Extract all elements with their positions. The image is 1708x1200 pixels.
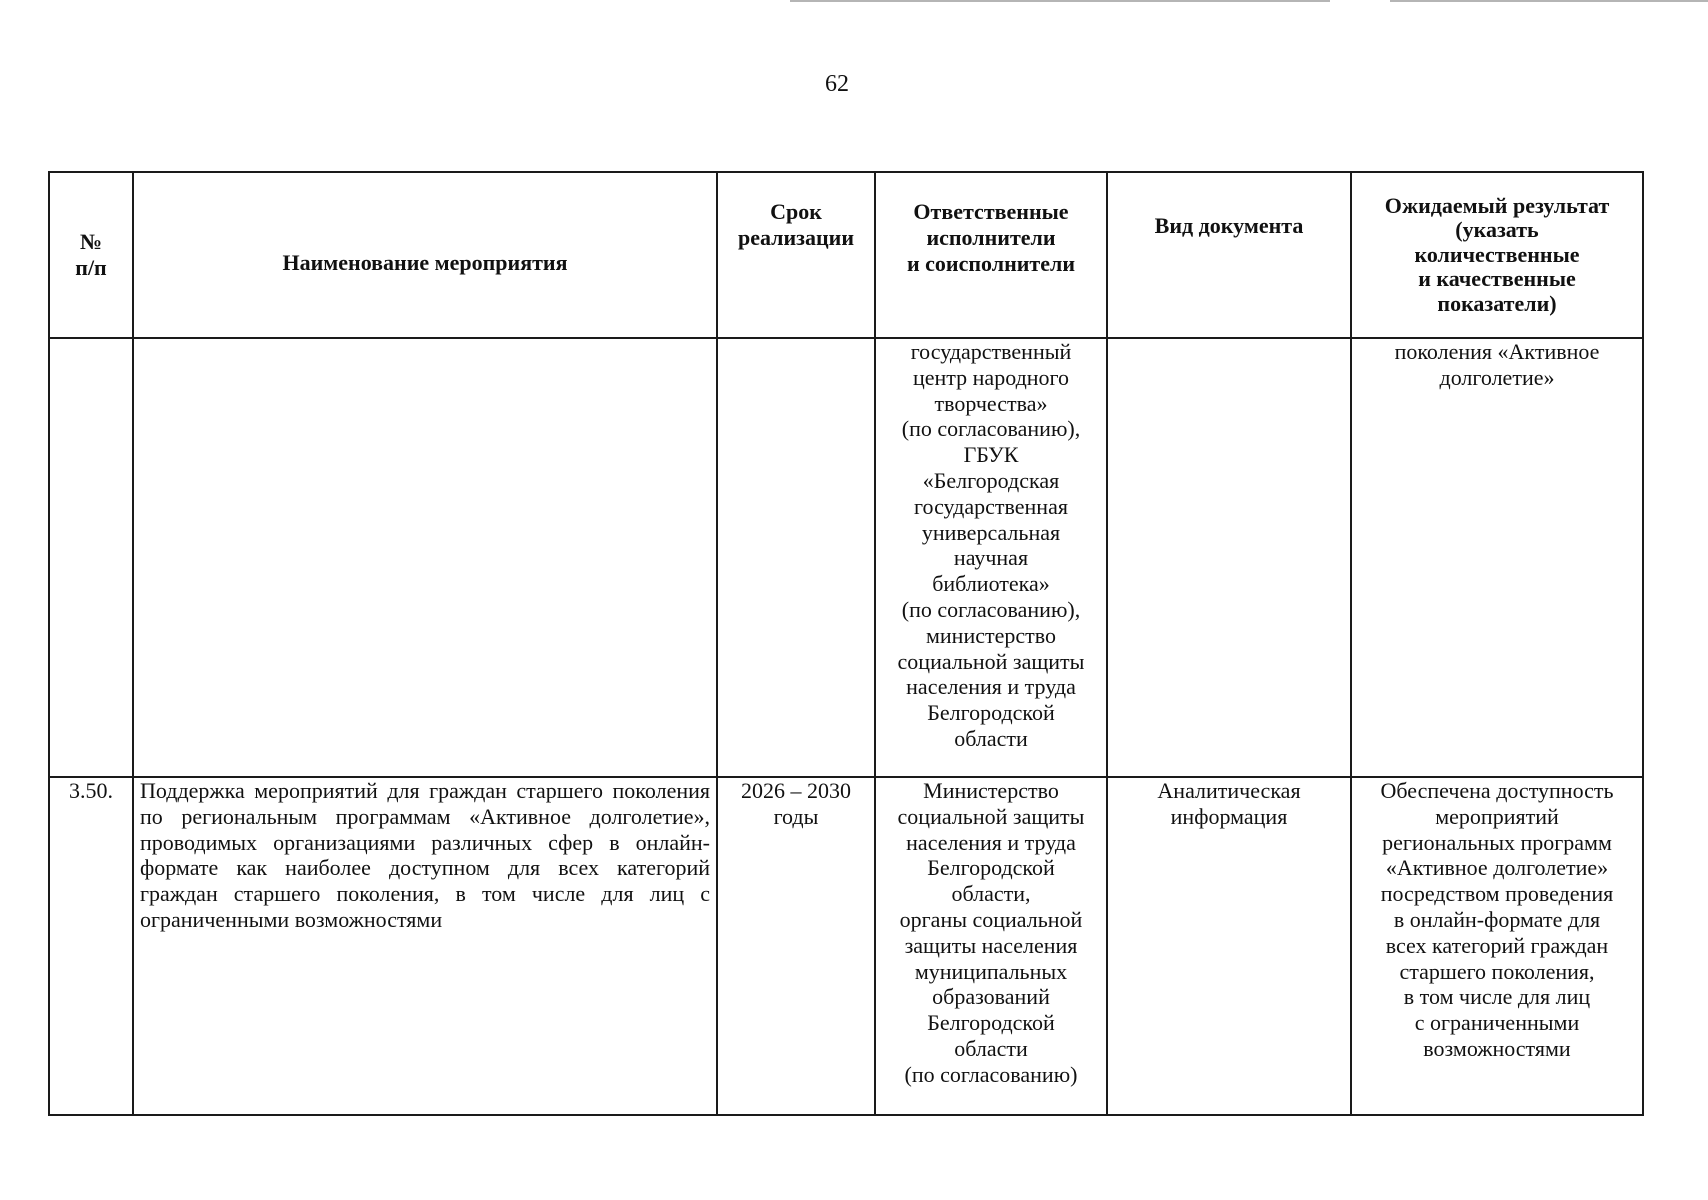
cell-number: [49, 338, 133, 777]
header-document-type: Вид документа: [1107, 172, 1351, 338]
cell-measure-name: Поддержка мероприятий для граждан старшего поколения по региональным программам «Активное долголетие», проводимых организациями различных сфер в онлайн-формате как наиболее доступном для всех категорий граждан старшего поколения, в том числе для лиц с ограниченными возможностями: [133, 777, 717, 1115]
cell-document-type: [1107, 338, 1351, 777]
scan-artifact-line: [1390, 0, 1708, 2]
cell-term: [717, 338, 875, 777]
table-row: [49, 777, 1643, 1115]
table-header-row: [49, 172, 1643, 338]
cell-term: 2026 – 2030 годы: [717, 777, 875, 1115]
cell-measure-name: [133, 338, 717, 777]
measures-table: [48, 171, 1644, 1116]
header-expected-result: Ожидаемый результат (указать количественные и качественные показатели): [1351, 172, 1643, 338]
cell-expected-result: Обеспечена доступность мероприятий региональных программ «Активное долголетие» посредством проведения в онлайн-формате для всех категорий граждан старшего поколения, в том числе для лиц с ограниченными возможностями: [1351, 777, 1643, 1115]
cell-number: 3.50.: [49, 777, 133, 1115]
table-row: [49, 338, 1643, 777]
header-term: Срок реализации: [717, 172, 875, 338]
header-measure-name: Наименование мероприятия: [133, 172, 717, 338]
cell-responsible: государственный центр народного творчества» (по согласованию), ГБУК «Белгородская государственная универсальная научная библиотека» (по согласованию), министерство социальной защиты населения и труда Белгородской области: [875, 338, 1107, 777]
page-number: 62: [825, 71, 849, 97]
scan-artifact-line: [790, 0, 1330, 2]
cell-responsible: Министерство социальной защиты населения и труда Белгородской области, органы социальной защиты населения муниципальных образований Белгородской области (по согласованию): [875, 777, 1107, 1115]
cell-expected-result: поколения «Активное долголетие»: [1351, 338, 1643, 777]
cell-document-type: Аналитическая информация: [1107, 777, 1351, 1115]
header-responsible: Ответственные исполнители и соисполнители: [875, 172, 1107, 338]
header-number: № п/п: [49, 172, 133, 338]
